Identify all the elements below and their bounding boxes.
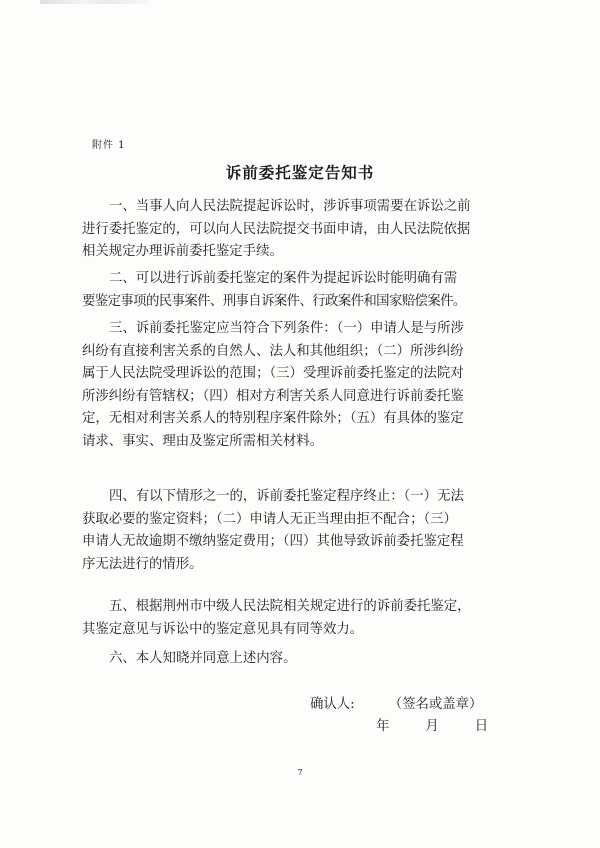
month-label: 月	[425, 719, 439, 734]
paragraph-line: 五、根据荆州市中级人民法院相关规定进行的诉前委托鉴定，	[109, 599, 471, 614]
paragraph-line: 要鉴定事项的民事案件、刑事自诉案件、行政案件和国家赔偿案件。	[82, 293, 466, 309]
paragraph-line: 纠纷有直接利害关系的自然人、法人和其他组织；（二）所涉纠纷	[82, 343, 464, 359]
paragraph-line: 申请人无故逾期不缴纳鉴定费用；（四）其他导致诉前委托鉴定程	[82, 534, 464, 549]
date-line	[376, 715, 488, 734]
page-number: 7	[297, 768, 303, 777]
paragraph-line: 二、可以进行诉前委托鉴定的案件为提起诉讼时能明确有需	[109, 271, 458, 286]
paragraph-3	[82, 318, 518, 453]
paragraph-5	[82, 596, 518, 641]
scan-artifact	[40, 0, 150, 4]
paragraph-line: 进行委托鉴定的，可以向人民法院提交书面申请，由人民法院依据	[82, 221, 471, 237]
sign-note: （签名或盖章）	[388, 697, 483, 712]
paragraph-line: 属于人民法院受理诉讼的范围；（三）受理诉前委托鉴定的法院对	[82, 366, 464, 381]
paragraph-line: 相关规定办理诉前委托鉴定手续。	[82, 244, 283, 259]
signature-line	[310, 693, 482, 712]
confirm-label: 确认人:	[310, 697, 355, 712]
paragraph-line: 六、本人知晓并同意上述内容。	[109, 651, 297, 666]
attachment-label: 附件 1	[92, 140, 126, 151]
paragraph-line: 一、当事人向人民法院提起诉讼时，涉诉事项需要在诉讼之前	[109, 199, 471, 214]
paragraph-line: 请求、事实、理由及鉴定所需相关材料。	[82, 433, 324, 449]
paragraph-line: 定，无相对利害关系人的特别程序案件除外；（五）有具体的鉴定	[82, 411, 464, 426]
paragraph-line: 其鉴定意见与诉讼中的鉴定意见具有同等效力。	[82, 621, 364, 637]
paragraph-line: 四、有以下情形之一的，诉前委托鉴定程序终止：（一）无法	[109, 489, 464, 504]
paragraph-6	[82, 648, 518, 671]
document-title: 诉前委托鉴定告知书	[225, 163, 375, 182]
paragraph-line: 三、诉前委托鉴定应当符合下列条件：（一）申请人是与所涉	[109, 321, 464, 336]
paragraph-2	[82, 268, 518, 313]
day-label: 日	[474, 719, 489, 734]
paragraph-line: 获取必要的鉴定资料；（二）申请人无正当理由拒不配合；（三）	[82, 511, 457, 527]
paragraph-1	[82, 196, 518, 264]
paragraph-line: 所涉纠纷有管辖权；（四）相对方利害关系人同意进行诉前委托鉴	[82, 388, 464, 404]
year-label: 年	[376, 719, 390, 734]
paragraph-line: 序无法进行的情形。	[82, 556, 203, 572]
paragraph-4	[82, 486, 518, 576]
